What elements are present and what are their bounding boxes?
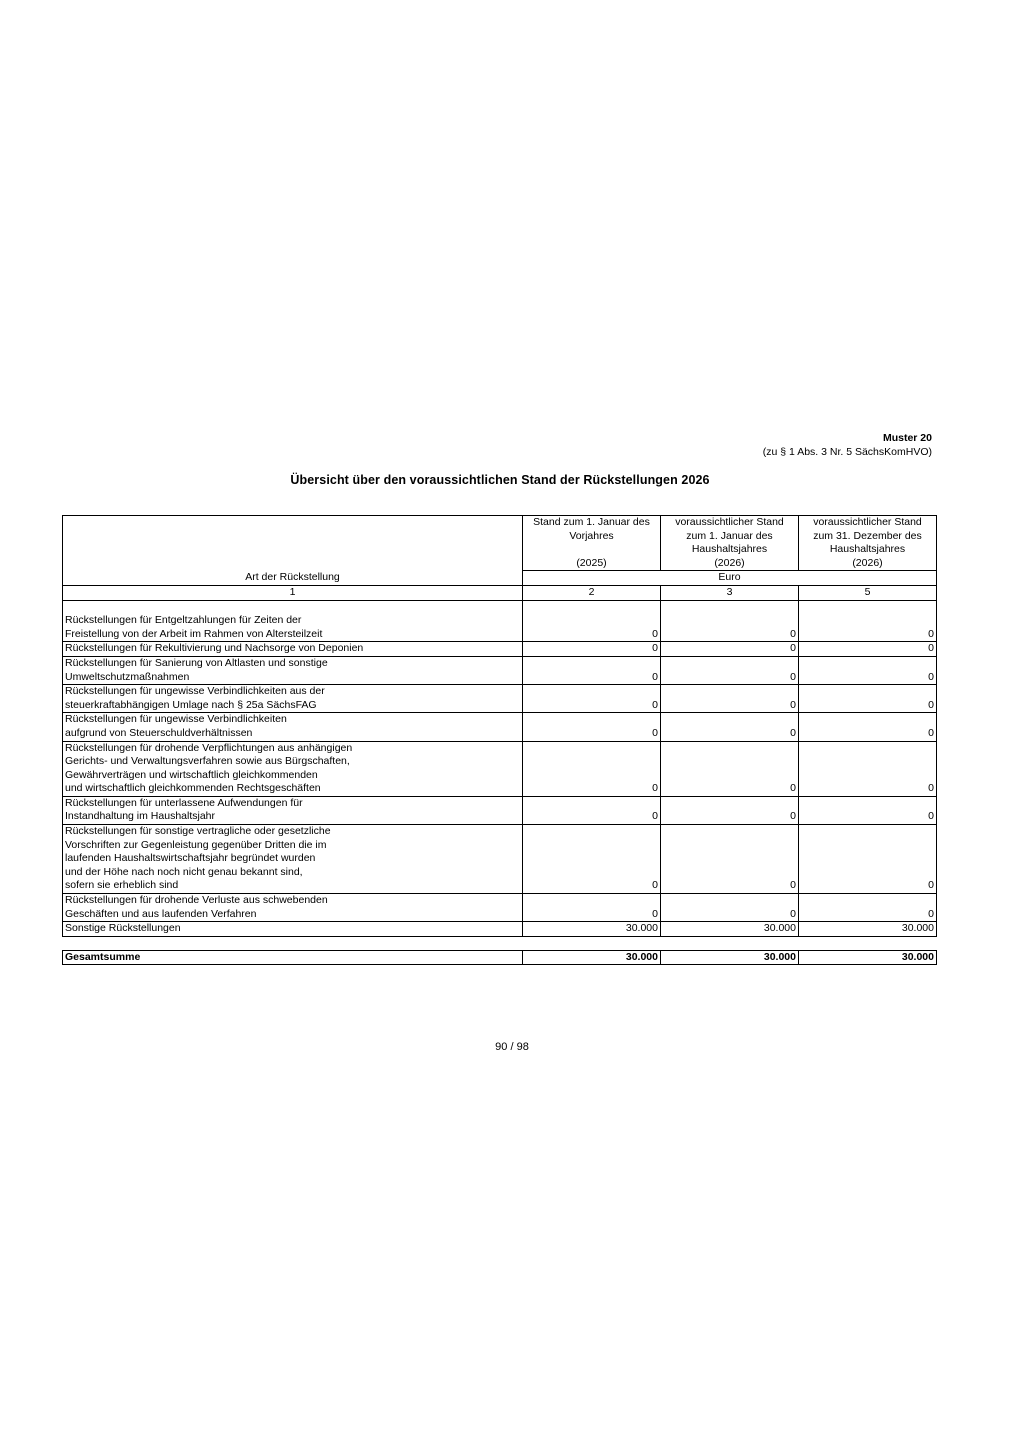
- row-label: Rückstellungen für unterlassene Aufwendungen für Instandhaltung im Haushaltsjahr: [63, 796, 523, 824]
- unit-cell: Euro: [523, 571, 937, 586]
- column-number: 2: [523, 585, 661, 600]
- row-value: 0: [661, 713, 799, 741]
- row-value: 0: [661, 685, 799, 713]
- table-row: [63, 825, 937, 894]
- row-value: 0: [523, 894, 661, 922]
- muster-label: Muster 20: [882, 432, 932, 444]
- total-row: [63, 950, 937, 965]
- row-label: Rückstellungen für ungewisse Verbindlichkeiten aufgrund von Steuerschuldverhältnissen: [63, 713, 523, 741]
- header-line: voraussichtlicher Stand: [813, 516, 922, 528]
- column-number: 3: [661, 585, 799, 600]
- header-line: (2025): [576, 556, 607, 569]
- header-line: [525, 543, 658, 557]
- row-value: 0: [799, 894, 937, 922]
- row-value: 0: [799, 642, 937, 657]
- row-value: 0: [799, 656, 937, 684]
- row-value: 0: [523, 713, 661, 741]
- row-label: Rückstellungen für Entgeltzahlungen für Zeiten der Freistellung von der Arbeit im Rahmen von Altersteilzeit: [63, 600, 523, 642]
- row-value: 0: [523, 796, 661, 824]
- column-header-art: [63, 516, 523, 586]
- row-value: 30.000: [523, 922, 661, 937]
- table-row: [63, 741, 937, 796]
- document-title: Übersicht über den voraussichtlichen Stand der Rückstellungen 2026: [290, 473, 710, 487]
- spacer-cell: [63, 936, 523, 950]
- spacer-row: [63, 936, 937, 950]
- column-header-vorjahr: [523, 516, 661, 571]
- row-label: Rückstellungen für ungewisse Verbindlichkeiten aus der steuerkraftabhängigen Umlage nach § 25a SächsFAG: [63, 685, 523, 713]
- spacer-cell: [661, 936, 799, 950]
- provisions-table: [62, 515, 937, 965]
- page-number: 90 / 98: [495, 1041, 529, 1053]
- table-row: [63, 894, 937, 922]
- legal-reference: (zu § 1 Abs. 3 Nr. 5 SächsKomHVO): [762, 446, 932, 458]
- row-value: 0: [661, 825, 799, 894]
- header-line: (2026): [714, 556, 745, 569]
- table-row: [63, 922, 937, 937]
- row-value: 0: [661, 656, 799, 684]
- row-label: Sonstige Rückstellungen: [63, 922, 523, 937]
- column-header-end-haushaltsjahr: [799, 516, 937, 571]
- table-row: [63, 642, 937, 657]
- row-value: 0: [661, 600, 799, 642]
- row-label: Rückstellungen für drohende Verluste aus schwebenden Geschäften und aus laufenden Verfahren: [63, 894, 523, 922]
- total-label: Gesamtsumme: [63, 950, 523, 965]
- row-label: Rückstellungen für drohende Verpflichtungen aus anhängigen Gerichts- und Verwaltungsverfahren sowie aus Bürgschaften, Gewährverträgen und wirtschaftlich gleichkommenden und wirtschaftlich gleichkommenden Rechtsgeschäften: [63, 741, 523, 796]
- header-line: Haushaltsjahres: [691, 543, 768, 556]
- row-value: 0: [799, 825, 937, 894]
- table-row: [63, 656, 937, 684]
- column-number: 1: [63, 585, 523, 600]
- row-value: 0: [661, 796, 799, 824]
- column-number: 5: [799, 585, 937, 600]
- header-line: Vorjahres: [569, 529, 614, 542]
- row-value: 0: [523, 600, 661, 642]
- table-row: [63, 713, 937, 741]
- row-value: 30.000: [799, 922, 937, 937]
- row-value: 0: [523, 685, 661, 713]
- document-header: [763, 431, 932, 459]
- row-value: 30.000: [661, 922, 799, 937]
- row-label: Rückstellungen für Sanierung von Altlasten und sonstige Umweltschutzmaßnahmen: [63, 656, 523, 684]
- header-line: (2026): [852, 556, 883, 569]
- header-line: voraussichtlicher Stand: [675, 516, 784, 528]
- table-row: [63, 796, 937, 824]
- spacer-cell: [523, 936, 661, 950]
- column-header-art-label: Art der Rückstellung: [245, 571, 340, 584]
- row-value: 0: [523, 656, 661, 684]
- total-value: 30.000: [523, 950, 661, 965]
- column-header-start-haushaltsjahr: [661, 516, 799, 571]
- table-header-row: [63, 516, 937, 571]
- row-value: 0: [799, 741, 937, 796]
- row-label: Rückstellungen für Rekultivierung und Nachsorge von Deponien: [63, 642, 523, 657]
- column-number-row: [63, 585, 937, 600]
- row-label: Rückstellungen für sonstige vertragliche oder gesetzliche Vorschriften zur Gegenleistung gegenüber Dritten die im laufenden Haushaltswirtschaftsjahr begründet wurden und der Höhe nach noch nicht genau bekannt sind, sofern sie erheblich sind: [63, 825, 523, 894]
- spacer-cell: [799, 936, 937, 950]
- total-value: 30.000: [799, 950, 937, 965]
- row-value: 0: [661, 642, 799, 657]
- header-line: Haushaltsjahres: [829, 543, 906, 556]
- row-value: 0: [799, 796, 937, 824]
- total-value: 30.000: [661, 950, 799, 965]
- row-value: 0: [799, 713, 937, 741]
- table-row: [63, 600, 937, 642]
- row-value: 0: [523, 825, 661, 894]
- row-value: 0: [523, 642, 661, 657]
- table-row: [63, 685, 937, 713]
- row-value: 0: [661, 894, 799, 922]
- row-value: 0: [799, 685, 937, 713]
- header-line: zum 1. Januar des: [686, 529, 773, 542]
- row-value: 0: [661, 741, 799, 796]
- row-value: 0: [523, 741, 661, 796]
- header-line: Stand zum 1. Januar des: [533, 516, 650, 528]
- header-line: zum 31. Dezember des: [813, 529, 922, 542]
- row-value: 0: [799, 600, 937, 642]
